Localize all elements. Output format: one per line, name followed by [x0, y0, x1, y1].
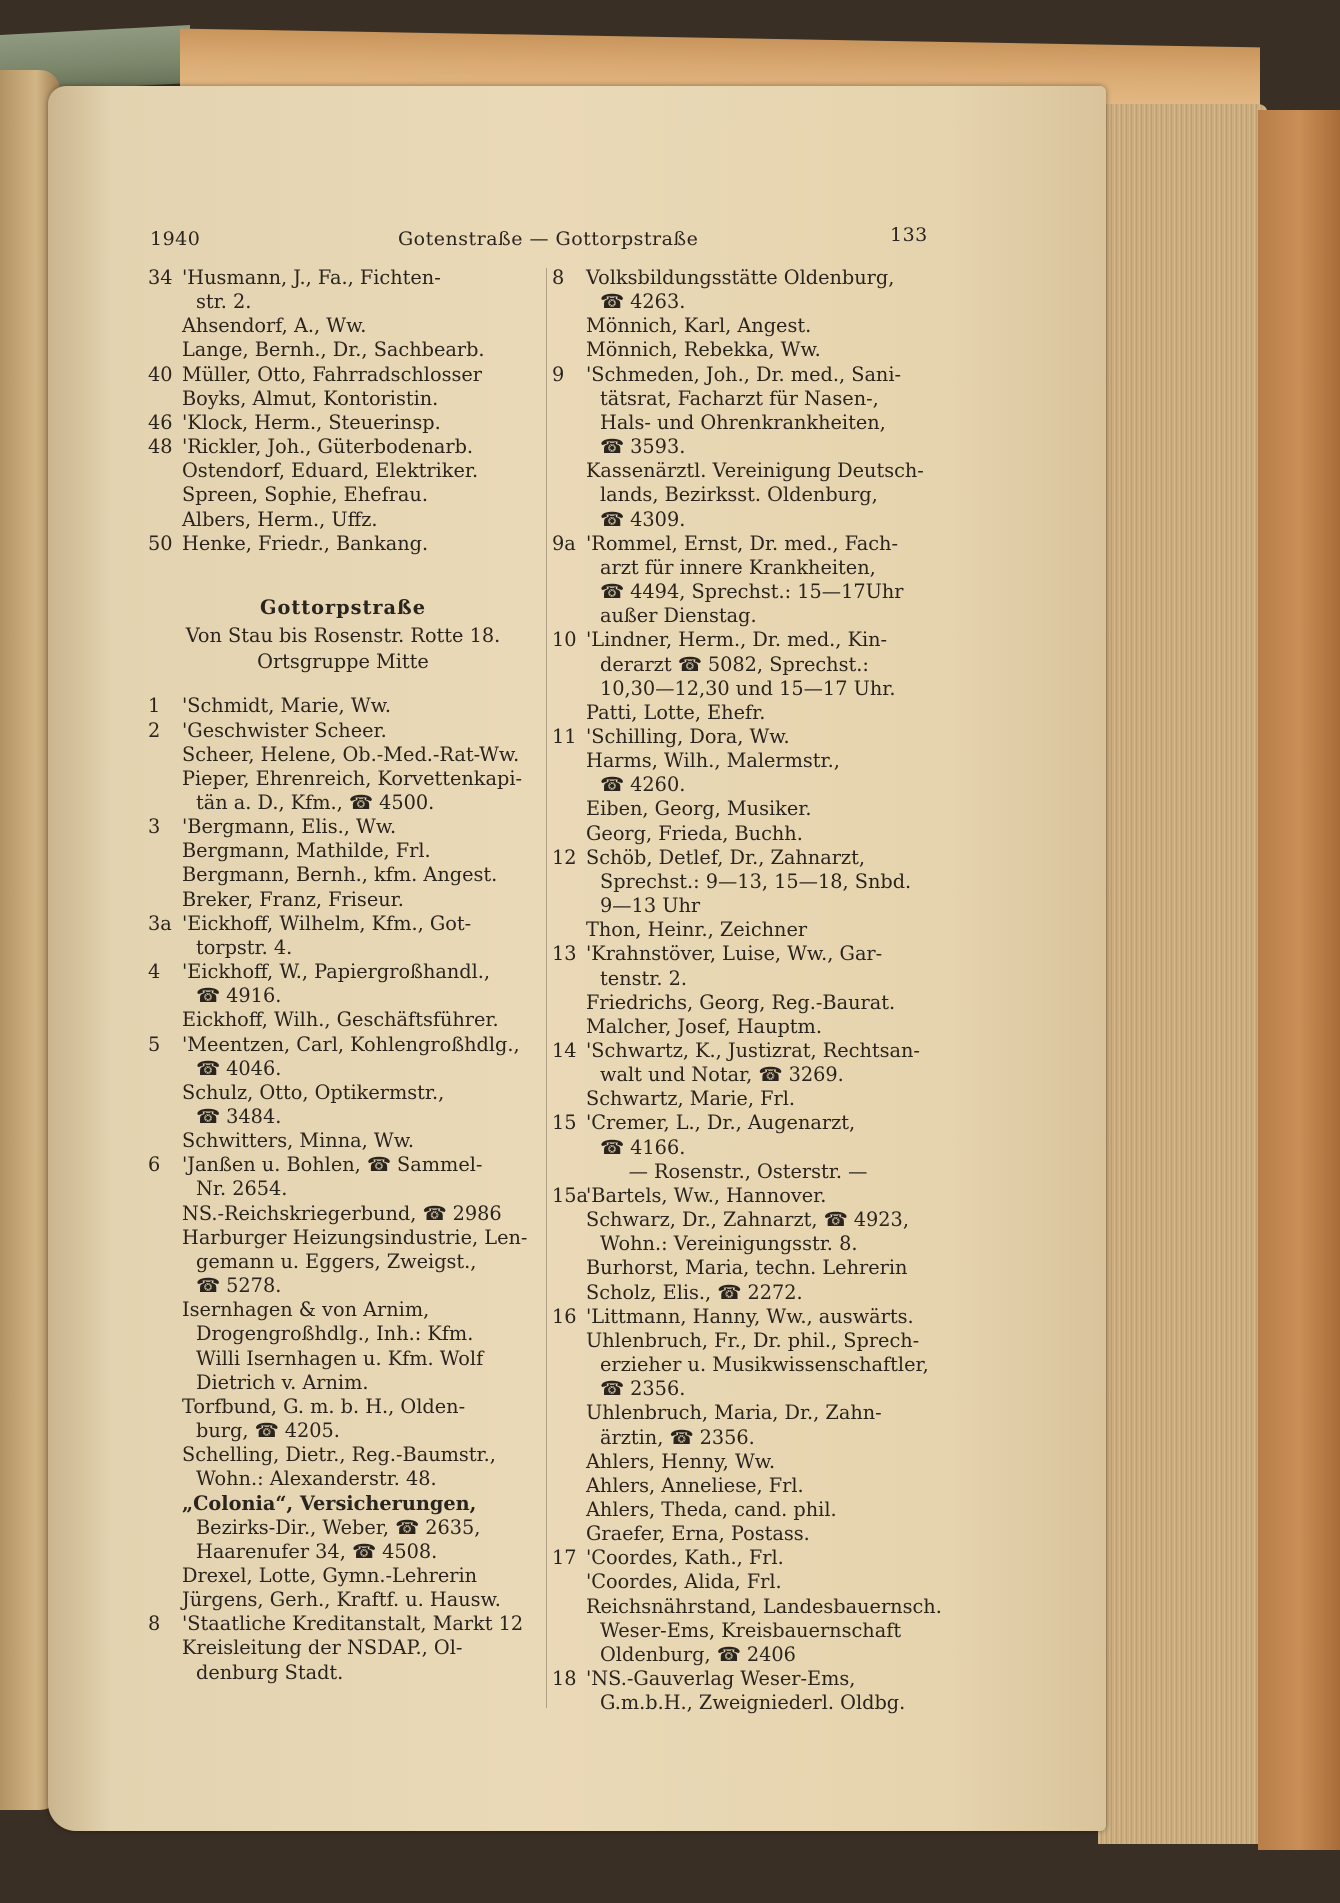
- directory-entry: [552, 725, 944, 749]
- entry-text: Sprechst.: 9—13, 15—18, Snbd.: [600, 869, 912, 893]
- entry-text: 'Janßen u. Bohlen, ☎ Sammel-: [182, 1153, 483, 1177]
- entry-text: lands, Bezirksst. Oldenburg,: [600, 483, 878, 507]
- entry-text: 'Krahnstöver, Luise, Ww., Gar-: [586, 942, 883, 966]
- street-range: Von Stau bis Rosenstr. Rotte 18.: [185, 624, 501, 648]
- book-cover-edge: [1258, 110, 1340, 1850]
- directory-entry: [552, 1111, 944, 1135]
- directory-entry: [148, 1564, 538, 1588]
- entry-text: Schwitters, Minna, Ww.: [182, 1129, 415, 1153]
- directory-entry: [148, 532, 538, 556]
- house-number: 14: [552, 1039, 577, 1062]
- directory-entry: [552, 677, 944, 701]
- house-number: 17: [552, 1546, 577, 1570]
- directory-entry: [552, 773, 944, 797]
- directory-entry: [552, 1232, 944, 1256]
- directory-entry: [552, 1353, 944, 1377]
- directory-entry: [552, 1522, 944, 1546]
- entry-text: Boyks, Almut, Kontoristin.: [182, 386, 439, 410]
- entry-text: Ahlers, Anneliese, Frl.: [586, 1473, 804, 1497]
- directory-entry: [552, 1595, 944, 1619]
- entry-text: arzt für innere Krankheiten,: [600, 555, 876, 579]
- house-number: 48: [148, 435, 173, 459]
- entry-text: ☎ 4494, Sprechst.: 15—17Uhr: [600, 580, 904, 604]
- entry-text: 'Bergmann, Elis., Ww.: [182, 815, 397, 839]
- directory-entry: [148, 743, 538, 767]
- entry-text: 'Rommel, Ernst, Dr. med., Fach-: [586, 531, 898, 555]
- directory-entry: [148, 290, 538, 314]
- entry-text: torpstr. 4.: [196, 935, 293, 959]
- entry-text: Reichsnährstand, Landesbauernsch.: [586, 1594, 942, 1618]
- directory-entry: [552, 870, 944, 894]
- entry-text: ☎ 4263.: [600, 290, 686, 314]
- directory-entry: [552, 1643, 944, 1667]
- house-number: 11: [552, 724, 577, 748]
- entry-text: tän a. D., Kfm., ☎ 4500.: [196, 790, 435, 814]
- entry-text: tätsrat, Facharzt für Nasen-,: [600, 386, 879, 410]
- entry-text: Eickhoff, Wilh., Geschäftsführer.: [182, 1008, 499, 1032]
- entry-text: Drogengroßhdlg., Inh.: Kfm.: [196, 1322, 474, 1346]
- directory-entry: [552, 749, 944, 773]
- entry-text: Schulz, Otto, Optikermstr.,: [182, 1080, 445, 1104]
- entry-text: Uhlenbruch, Fr., Dr. phil., Sprech-: [586, 1328, 920, 1352]
- directory-entry: [148, 1443, 538, 1467]
- entry-text: Malcher, Josef, Hauptm.: [586, 1014, 822, 1038]
- entry-text: Lange, Bernh., Dr., Sachbearb.: [182, 338, 485, 362]
- directory-entry: [552, 1377, 944, 1401]
- house-number: 9: [552, 362, 565, 386]
- entry-text: 'Eickhoff, Wilhelm, Kfm., Got-: [182, 911, 472, 935]
- entry-text: 'Bartels, Ww., Hannover.: [586, 1183, 827, 1207]
- entry-text: G.m.b.H., Zweigniederl. Oldbg.: [600, 1691, 906, 1715]
- entry-text: Harburger Heizungsindustrie, Len-: [182, 1225, 528, 1249]
- entry-text: ☎ 4046.: [196, 1056, 282, 1080]
- entry-text: Ahsendorf, A., Ww.: [182, 314, 367, 338]
- entry-text: ☎ 4309.: [600, 507, 686, 531]
- directory-entry: [148, 1081, 538, 1105]
- directory-entry: [552, 604, 944, 628]
- entry-text: Bergmann, Bernh., kfm. Angest.: [182, 863, 498, 887]
- directory-entry: [148, 719, 538, 743]
- entry-text: 'Schmeden, Joh., Dr. med., Sani-: [586, 362, 902, 386]
- entry-text: Schwartz, Marie, Frl.: [586, 1087, 795, 1111]
- directory-entry: [552, 508, 944, 532]
- entry-text: Nr. 2654.: [196, 1177, 288, 1201]
- entry-text: Müller, Otto, Fahrradschlosser: [182, 362, 482, 386]
- left-entries-gotenstrasse: [148, 266, 538, 556]
- directory-entry: [148, 1395, 538, 1419]
- entry-text: Hals- und Ohrenkrankheiten,: [600, 410, 886, 434]
- directory-entry: [552, 628, 944, 652]
- entry-text: Burhorst, Maria, techn. Lehrerin: [586, 1256, 908, 1280]
- directory-entry: [552, 797, 944, 821]
- entry-text: NS.-Reichskriegerbund, ☎ 2986: [182, 1201, 502, 1225]
- directory-entry: [552, 1474, 944, 1498]
- directory-entry: [552, 1087, 944, 1111]
- directory-entry: [552, 532, 944, 556]
- directory-entry: [148, 767, 538, 791]
- entry-text: 'Littmann, Hanny, Ww., auswärts.: [586, 1304, 914, 1328]
- entry-text: Ahlers, Theda, cand. phil.: [586, 1497, 837, 1521]
- directory-entry: [552, 1208, 944, 1232]
- entry-text: Uhlenbruch, Maria, Dr., Zahn-: [586, 1401, 882, 1425]
- house-number: 18: [552, 1667, 577, 1691]
- directory-entry: [552, 387, 944, 411]
- directory-entry: [148, 1226, 538, 1250]
- directory-entry: [148, 1588, 538, 1612]
- entry-text: Ostendorf, Eduard, Elektriker.: [182, 459, 479, 483]
- directory-entry: [148, 1177, 538, 1201]
- entry-text: gemann u. Eggers, Zweigst.,: [196, 1249, 477, 1273]
- directory-entry: [552, 435, 944, 459]
- directory-entry: [148, 984, 538, 1008]
- directory-entry: [148, 1322, 538, 1346]
- entry-text: tenstr. 2.: [600, 966, 687, 990]
- entry-text: 'Eickhoff, W., Papiergroßhandl.,: [182, 960, 491, 984]
- directory-entry: [148, 1492, 538, 1516]
- entry-text: 'Geschwister Scheer.: [182, 718, 387, 742]
- entry-text: Breker, Franz, Friseur.: [182, 887, 404, 911]
- house-number: 16: [552, 1304, 577, 1328]
- directory-entry: [552, 822, 944, 846]
- directory-entry: [552, 701, 944, 725]
- directory-entry: [552, 266, 944, 290]
- directory-entry: [148, 459, 538, 483]
- house-number: 3: [148, 815, 161, 839]
- entry-text: Patti, Lotte, Ehefr.: [586, 700, 766, 724]
- directory-entry: [552, 1691, 944, 1715]
- directory-entry: [552, 1281, 944, 1305]
- entry-text: ☎ 4260.: [600, 773, 686, 797]
- entry-text: Haarenufer 34, ☎ 4508.: [196, 1539, 438, 1563]
- house-number: 10: [552, 628, 577, 652]
- directory-entry: [148, 960, 538, 984]
- entry-text: Friedrichs, Georg, Reg.-Baurat.: [586, 990, 896, 1014]
- directory-entry: [148, 1129, 538, 1153]
- directory-entry: [552, 1063, 944, 1087]
- entry-text: ☎ 3593.: [600, 435, 686, 459]
- house-number: 8: [148, 1612, 161, 1636]
- directory-entry: [552, 1329, 944, 1353]
- entry-text: Bergmann, Mathilde, Frl.: [182, 839, 431, 863]
- entry-text: 'Coordes, Alida, Frl.: [586, 1570, 782, 1594]
- directory-entry: [148, 387, 538, 411]
- directory-entry: [148, 508, 538, 532]
- directory-entry: [552, 1450, 944, 1474]
- entry-text: Wohn.: Alexanderstr. 48.: [196, 1467, 437, 1491]
- entry-text: Drexel, Lotte, Gymn.-Lehrerin: [182, 1563, 478, 1587]
- entry-text: Scholz, Elis., ☎ 2272.: [586, 1280, 803, 1304]
- entry-text: Jürgens, Gerh., Kraftf. u. Hausw.: [182, 1588, 501, 1612]
- entry-text: Kreisleitung der NSDAP., Ol-: [182, 1636, 463, 1660]
- directory-entry: [148, 1612, 538, 1636]
- entry-text: Mönnich, Karl, Angest.: [586, 314, 812, 338]
- directory-entry: [552, 1184, 944, 1208]
- directory-entry: [552, 1570, 944, 1594]
- directory-entry: [552, 363, 944, 387]
- entry-text: walt und Notar, ☎ 3269.: [600, 1063, 844, 1087]
- directory-entry: [148, 1250, 538, 1274]
- entry-text: 'Schmidt, Marie, Ww.: [182, 694, 391, 718]
- house-number: 46: [148, 410, 173, 434]
- entry-text: 'Meentzen, Carl, Kohlengroßhdlg.,: [182, 1032, 520, 1056]
- directory-entry: [148, 1467, 538, 1491]
- directory-entry: [148, 1371, 538, 1395]
- entry-text: Georg, Frieda, Buchh.: [586, 821, 803, 845]
- directory-entry: [148, 863, 538, 887]
- house-number: 15a: [552, 1183, 589, 1207]
- directory-entry: [148, 338, 538, 362]
- entry-text: 'Coordes, Kath., Frl.: [586, 1546, 784, 1570]
- entry-text: außer Dienstag.: [600, 604, 757, 628]
- right-column: [552, 266, 944, 1715]
- entry-text: 9—13 Uhr: [600, 894, 701, 918]
- entry-text: Oldenburg, ☎ 2406: [600, 1642, 796, 1666]
- entry-text: ☎ 2356.: [600, 1377, 686, 1401]
- entry-text: 'Schilling, Dora, Ww.: [586, 724, 790, 748]
- street-heading: Gottorpstraße: [260, 595, 426, 619]
- directory-entry: [552, 846, 944, 870]
- directory-entry: [148, 1033, 538, 1057]
- entry-text: Schwarz, Dr., Zahnarzt, ☎ 4923,: [586, 1208, 909, 1232]
- directory-entry: [148, 888, 538, 912]
- entry-text: Scheer, Helene, Ob.-Med.-Rat-Ww.: [182, 742, 520, 766]
- entry-text: Torfbund, G. m. b. H., Olden-: [182, 1394, 466, 1418]
- entry-text: Spreen, Sophie, Ehefrau.: [182, 483, 428, 507]
- house-number: 50: [148, 531, 173, 555]
- directory-entry: [148, 1419, 538, 1443]
- house-number: 3a: [148, 911, 172, 935]
- entry-text: Thon, Heinr., Zeichner: [586, 918, 808, 942]
- house-number: 9a: [552, 531, 576, 555]
- directory-entry: [552, 290, 944, 314]
- entry-text: 10,30—12,30 und 15—17 Uhr.: [600, 676, 896, 700]
- directory-entry: [552, 1256, 944, 1280]
- directory-entry: [148, 1008, 538, 1032]
- entry-text: 'Klock, Herm., Steuerinsp.: [182, 410, 441, 434]
- directory-entry: [552, 1401, 944, 1425]
- entry-text: Schelling, Dietr., Reg.-Baumstr.,: [182, 1443, 496, 1467]
- directory-entry: [148, 1347, 538, 1371]
- directory-entry: [148, 839, 538, 863]
- directory-entry: [148, 266, 538, 290]
- directory-entry: [148, 1661, 538, 1685]
- entry-text: Eiben, Georg, Musiker.: [586, 797, 812, 821]
- street-group: Ortsgruppe Mitte: [257, 650, 429, 674]
- directory-entry: [552, 580, 944, 604]
- entry-text: ärztin, ☎ 2356.: [600, 1425, 755, 1449]
- entry-text: Schöb, Detlef, Dr., Zahnarzt,: [586, 845, 865, 869]
- directory-entry: [148, 815, 538, 839]
- house-number: 8: [552, 266, 565, 289]
- entry-text: Isernhagen & von Arnim,: [182, 1298, 430, 1322]
- house-number: 13: [552, 942, 577, 966]
- entry-text: Pieper, Ehrenreich, Korvettenkapi-: [182, 766, 523, 790]
- entry-text: ☎ 5278.: [196, 1274, 282, 1298]
- entry-text: Harms, Wilh., Malermstr.,: [586, 749, 840, 773]
- house-number: 40: [148, 362, 173, 386]
- left-column: [148, 266, 538, 1685]
- directory-entry: [148, 1274, 538, 1298]
- directory-entry: [552, 894, 944, 918]
- house-number: 12: [552, 845, 577, 869]
- directory-entry: [552, 1305, 944, 1329]
- left-entries-gottorpstrasse: [148, 694, 538, 1684]
- directory-entry: [148, 411, 538, 435]
- directory-entry: [552, 967, 944, 991]
- entry-text: Mönnich, Rebekka, Ww.: [586, 338, 821, 362]
- directory-entry: [552, 556, 944, 580]
- entry-text: ☎ 4916.: [196, 984, 282, 1008]
- directory-entry: [552, 411, 944, 435]
- directory-entry: [148, 314, 538, 338]
- directory-entry: [148, 912, 538, 936]
- directory-entry: [552, 1667, 944, 1691]
- directory-entry: [148, 1105, 538, 1129]
- directory-entry: [552, 338, 944, 362]
- page-year: 1940: [150, 228, 201, 250]
- entry-text: Dietrich v. Arnim.: [196, 1370, 369, 1394]
- entry-text: Bezirks-Dir., Weber, ☎ 2635,: [196, 1515, 481, 1539]
- directory-entry: [148, 435, 538, 459]
- directory-entry: [552, 314, 944, 338]
- entry-text: 'Schwartz, K., Justizrat, Rechtsan-: [586, 1039, 920, 1062]
- directory-entry: [148, 363, 538, 387]
- column-divider: [546, 268, 547, 1708]
- directory-entry: [148, 791, 538, 815]
- entry-text: Henke, Friedr., Bankang.: [182, 531, 429, 555]
- entry-text: Willi Isernhagen u. Kfm. Wolf: [196, 1346, 484, 1370]
- directory-entry: [552, 1546, 944, 1570]
- directory-entry: [148, 1298, 538, 1322]
- directory-entry: [552, 918, 944, 942]
- entry-text: derarzt ☎ 5082, Sprechst.:: [600, 652, 869, 676]
- entry-text: 'Rickler, Joh., Güterbodenarb.: [182, 435, 474, 459]
- entry-text: 'Lindner, Herm., Dr. med., Kin-: [586, 628, 888, 652]
- directory-entry: [552, 1160, 944, 1184]
- directory-entry: [552, 1039, 944, 1063]
- page-title: Gotenstraße — Gottorpstraße: [398, 228, 699, 250]
- house-number: 15: [552, 1111, 577, 1135]
- house-number: 4: [148, 960, 161, 984]
- directory-entry: [552, 1619, 944, 1643]
- directory-entry: [148, 936, 538, 960]
- entry-text: 'Staatliche Kreditanstalt, Markt 12: [182, 1612, 524, 1636]
- directory-entry: [148, 694, 538, 718]
- entry-text: Albers, Herm., Uffz.: [182, 507, 378, 531]
- entry-text: Volksbildungsstätte Oldenburg,: [586, 266, 895, 289]
- page-stack-edge: [1098, 104, 1268, 1844]
- entry-text: 'NS.-Gauverlag Weser-Ems,: [586, 1667, 856, 1691]
- house-number: 1: [148, 694, 161, 718]
- directory-entry: [552, 1015, 944, 1039]
- directory-entry: [148, 1636, 538, 1660]
- house-number: 2: [148, 718, 161, 742]
- house-number: 34: [148, 266, 173, 289]
- directory-entry: [552, 1426, 944, 1450]
- entry-text: 'Husmann, J., Fa., Fichten-: [182, 266, 441, 289]
- directory-entry: [148, 483, 538, 507]
- entry-text: Kassenärztl. Vereinigung Deutsch-: [586, 459, 924, 483]
- entry-text: Ahlers, Henny, Ww.: [586, 1449, 776, 1473]
- entry-text: erzieher u. Musikwissenschaftler,: [600, 1353, 929, 1377]
- entry-text: — Rosenstr., Osterstr. —: [628, 1159, 868, 1183]
- directory-entry: [148, 1057, 538, 1081]
- entry-text: str. 2.: [196, 290, 252, 314]
- directory-entry: [148, 1540, 538, 1564]
- directory-entry: [552, 1498, 944, 1522]
- directory-entry: [552, 483, 944, 507]
- house-number: 5: [148, 1032, 161, 1056]
- directory-entry: [148, 1516, 538, 1540]
- entry-text: ☎ 3484.: [196, 1105, 282, 1128]
- house-number: 6: [148, 1153, 161, 1177]
- entry-text: Graefer, Erna, Postass.: [586, 1522, 810, 1546]
- directory-entry: [148, 1153, 538, 1177]
- entry-text: burg, ☎ 4205.: [196, 1419, 340, 1443]
- directory-entry: [552, 1136, 944, 1160]
- page-number: 133: [890, 224, 928, 246]
- directory-entry: [552, 653, 944, 677]
- entry-text: „Colonia“, Versicherungen,: [182, 1491, 477, 1515]
- entry-text: Weser-Ems, Kreisbauernschaft: [600, 1618, 902, 1642]
- entry-text: ☎ 4166.: [600, 1135, 686, 1159]
- entry-text: denburg Stadt.: [196, 1660, 344, 1684]
- directory-entry: [552, 459, 944, 483]
- directory-entry: [552, 991, 944, 1015]
- directory-entry: [148, 1202, 538, 1226]
- entry-text: 'Cremer, L., Dr., Augenarzt,: [586, 1111, 856, 1135]
- entry-text: Wohn.: Vereinigungsstr. 8.: [600, 1232, 858, 1256]
- directory-entry: [552, 942, 944, 966]
